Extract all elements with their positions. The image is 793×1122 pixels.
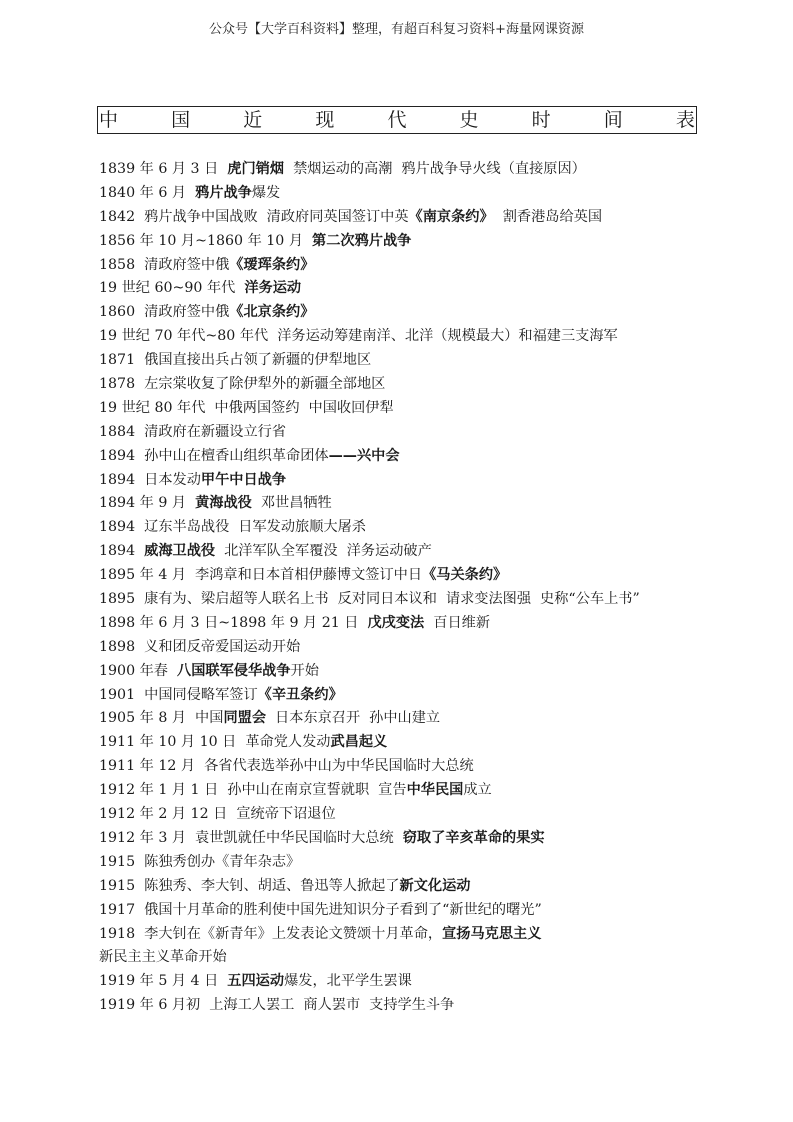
timeline-entry xyxy=(99,875,719,899)
timeline-entry xyxy=(99,588,719,612)
timeline-entry xyxy=(99,994,719,1018)
event-highlight: 第二次鸦片战争 xyxy=(312,232,412,249)
title-char: 间 xyxy=(603,109,623,131)
entry-text: 1871 俄国直接出兵占领了新疆的伊犁地区 xyxy=(99,352,372,369)
event-highlight: 中华民国 xyxy=(406,782,464,799)
entry-text: 1917 俄国十月革命的胜利使中国先进知识分子看到了“新世纪的曙光” xyxy=(99,901,542,918)
page-title-box xyxy=(97,106,697,134)
entry-text: 1842 鸦片战争中国战败 清政府同英国签订中英 xyxy=(99,208,409,225)
entry-text: 1894 年 9 月 xyxy=(99,495,196,512)
entry-text: 成立 xyxy=(463,782,492,799)
event-highlight: 宣扬马克思主义 xyxy=(442,925,542,942)
timeline-entry xyxy=(99,612,719,636)
entry-text: 1911 年 10 月 10 日 革命党人发动 xyxy=(99,734,331,751)
title-char: 表 xyxy=(675,109,695,131)
header-note: 公众号【大学百科资料】整理，有超百科复习资料+海量网课资源 xyxy=(209,22,584,37)
event-highlight: 窃取了辛亥革命的果实 xyxy=(402,829,545,846)
entry-text: 爆发 xyxy=(251,184,281,201)
entry-text: 割香港岛给英国 xyxy=(493,208,603,225)
entry-text: 1918 李大钊在《新青年》上发表论文赞颂十月革命， xyxy=(99,925,443,942)
event-highlight: 新文化运动 xyxy=(399,877,471,894)
timeline-entry xyxy=(99,421,719,445)
event-highlight: 威海卫战役 xyxy=(144,543,216,560)
title-char: 近 xyxy=(243,109,263,131)
title-char: 中 xyxy=(99,109,119,131)
entry-text: 1856 年 10 月~1860 年 10 月 xyxy=(99,232,313,249)
entry-text: 新民主主义革命开始 xyxy=(99,949,227,966)
timeline-entry xyxy=(99,707,719,731)
timeline-entry xyxy=(99,660,719,684)
entry-text: 禁烟运动的高潮 鸦片战争导火线（直接原因） xyxy=(284,161,586,177)
entry-text: 1912 年 1 月 1 日 孙中山在南京宣誓就职 宣告 xyxy=(99,782,407,799)
title-char: 时 xyxy=(531,109,551,131)
event-highlight: 甲午中日战争 xyxy=(200,471,287,488)
entry-text: 邓世昌牺牲 xyxy=(251,495,332,512)
entry-text: 1915 陈独秀、李大钊、胡适、鲁迅等人掀起了 xyxy=(99,877,400,894)
timeline-entry xyxy=(99,206,719,230)
timeline-entry xyxy=(99,540,719,564)
timeline-entry xyxy=(99,182,719,206)
title-char: 现 xyxy=(315,109,335,131)
entry-text: 1894 孙中山在檀香山组织革命团体 xyxy=(99,447,329,464)
event-highlight: 虎门销烟 xyxy=(227,161,285,177)
entry-text: 1912 年 2 月 12 日 宣统帝下诏退位 xyxy=(99,806,336,823)
page-title xyxy=(98,107,696,133)
timeline-entry xyxy=(99,301,719,325)
event-highlight: 《南京条约》 xyxy=(408,208,494,225)
title-char: 代 xyxy=(387,109,407,131)
entry-text: 1905 年 8 月 中国 xyxy=(99,710,224,727)
entry-text: 19 世纪 60~90 年代 xyxy=(99,280,245,297)
timeline-entry xyxy=(99,492,719,516)
event-highlight: 《瑷珲条约》 xyxy=(229,256,315,273)
entry-text: 1858 清政府签中俄 xyxy=(99,256,230,273)
title-char: 史 xyxy=(459,109,479,131)
entry-text: 1898 年 6 月 3 日~1898 年 9 月 21 日 xyxy=(99,614,368,631)
entry-text: 1898 义和团反帝爱国运动开始 xyxy=(99,638,301,655)
event-highlight: 八国联军侵华战争 xyxy=(177,662,291,679)
entry-text: 1895 康有为、梁启超等人联名上书 反对同日本议和 请求变法图强 史称“公车上书” xyxy=(99,591,640,608)
entry-text: 1919 年 6 月初 上海工人罢工 商人罢市 支持学生斗争 xyxy=(99,997,455,1014)
event-highlight: 五四运动 xyxy=(227,973,285,990)
timeline-entry xyxy=(99,779,719,803)
entry-text: 1900 年春 xyxy=(99,662,178,679)
entry-text: 1839 年 6 月 3 日 xyxy=(99,161,228,177)
entry-text: 1919 年 5 月 4 日 xyxy=(99,973,228,990)
timeline-entry xyxy=(99,373,719,397)
timeline-entry xyxy=(99,946,719,970)
event-highlight: 鸦片战争 xyxy=(195,184,252,201)
timeline-entry xyxy=(99,803,719,827)
timeline-entry xyxy=(99,755,719,779)
timeline-entry xyxy=(99,397,719,421)
timeline-entry xyxy=(99,254,719,278)
timeline-entry xyxy=(99,469,719,493)
timeline-entry xyxy=(99,445,719,469)
timeline-entry xyxy=(99,970,719,994)
entry-text: 1860 清政府签中俄 xyxy=(99,304,230,321)
event-highlight: 《北京条约》 xyxy=(229,304,315,321)
timeline-entry xyxy=(99,158,719,182)
timeline-entry xyxy=(99,851,719,875)
timeline-entry xyxy=(99,349,719,373)
entry-text: 1895 年 4 月 李鸿章和日本首相伊藤博文签订中日 xyxy=(99,567,423,584)
entry-text: 爆发，北平学生罢课 xyxy=(284,973,412,990)
timeline-entry xyxy=(99,684,719,708)
timeline-entry xyxy=(99,325,719,349)
entry-text: 19 世纪 80 年代 中俄两国签约 中国收回伊犁 xyxy=(99,399,394,416)
timeline-entry xyxy=(99,516,719,540)
timeline-entry xyxy=(99,899,719,923)
entry-text: 百日维新 xyxy=(424,614,491,631)
event-highlight: 《马关条约》 xyxy=(422,567,508,584)
timeline-entry xyxy=(99,636,719,660)
entry-text: 1901 中国同侵略军签订 xyxy=(99,686,258,703)
event-highlight: 黄海战役 xyxy=(195,495,252,512)
event-highlight: 洋务运动 xyxy=(244,280,302,297)
entry-text: 北洋军队全军覆没 洋务运动破产 xyxy=(215,543,432,560)
timeline-entry xyxy=(99,827,719,851)
entry-text: 1894 日本发动 xyxy=(99,471,201,488)
entry-text: 1915 陈独秀创办《青年杂志》 xyxy=(99,853,301,870)
timeline-list xyxy=(99,158,719,1018)
event-highlight: 《辛丑条约》 xyxy=(257,686,343,703)
entry-text: 1884 清政府在新疆设立行省 xyxy=(99,423,287,440)
entry-text: 1840 年 6 月 xyxy=(99,184,196,201)
entry-text: 1912 年 3 月 袁世凯就任中华民国临时大总统 xyxy=(99,829,403,846)
timeline-entry xyxy=(99,731,719,755)
entry-text: 1878 左宗棠收复了除伊犁外的新疆全部地区 xyxy=(99,376,386,393)
entry-text: 日本东京召开 孙中山建立 xyxy=(266,710,441,727)
title-char: 国 xyxy=(171,109,191,131)
event-highlight: ——兴中会 xyxy=(328,447,400,464)
timeline-entry xyxy=(99,277,719,301)
entry-text: 1894 辽东半岛战役 日军发动旅顺大屠杀 xyxy=(99,519,366,536)
entry-text: 1894 xyxy=(99,543,145,560)
timeline-entry xyxy=(99,230,719,254)
event-highlight: 戊戌变法 xyxy=(367,614,425,631)
entry-text: 1911 年 12 月 各省代表选举孙中山为中华民国临时大总统 xyxy=(99,758,474,775)
entry-text: 19 世纪 70 年代~80 年代 洋务运动筹建南洋、北洋（规模最大）和福建三支海军 xyxy=(99,328,618,345)
event-highlight: 武昌起义 xyxy=(330,734,388,751)
event-highlight: 同盟会 xyxy=(223,710,267,727)
timeline-entry xyxy=(99,923,719,947)
entry-text: 开始 xyxy=(290,662,319,679)
timeline-entry xyxy=(99,564,719,588)
